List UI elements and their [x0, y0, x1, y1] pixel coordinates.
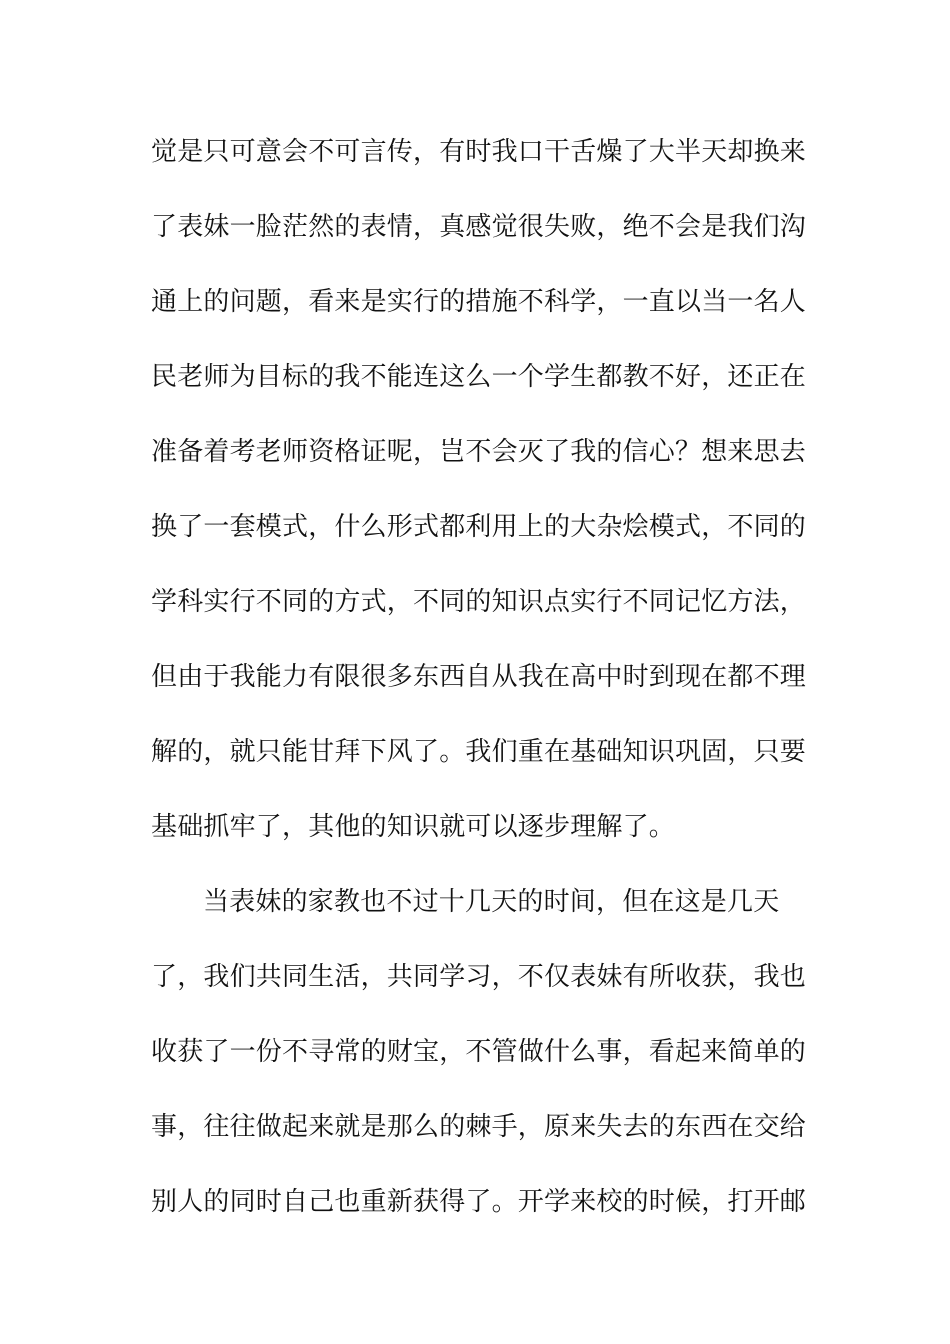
text-line: 收获了一份不寻常的财宝，不管做什么事，看起来简单的: [151, 1037, 807, 1067]
text-line: 别人的同时自己也重新获得了。开学来校的时候，打开邮: [151, 1187, 807, 1217]
text-line: 民老师为目标的我不能连这么一个学生都教不好，还正在: [151, 362, 807, 392]
text-line: 解的，就只能甘拜下风了。我们重在基础知识巩固，只要: [151, 737, 807, 767]
text-line: 准备着考老师资格证呢，岂不会灭了我的信心？想来思去: [151, 437, 807, 467]
text-line: 但由于我能力有限很多东西自从我在高中时到现在都不理: [151, 662, 807, 692]
text-line: 基础抓牢了，其他的知识就可以逐步理解了。: [151, 812, 676, 842]
paragraph-2: [151, 878, 807, 1253]
text-line: 觉是只可意会不可言传，有时我口干舌燥了大半天却换来: [151, 137, 807, 167]
text-line: 了，我们共同生活，共同学习，不仅表妹有所收获，我也: [151, 962, 807, 992]
paragraph-1: [151, 128, 807, 878]
text-line: 当表妹的家教也不过十几天的时间，但在这是几天: [203, 887, 780, 917]
text-line: 换了一套模式，什么形式都利用上的大杂烩模式，不同的: [151, 512, 807, 542]
body-text: [151, 128, 807, 1253]
text-line: 事，往往做起来就是那么的棘手，原来失去的东西在交给: [151, 1112, 807, 1142]
text-line: 学科实行不同的方式，不同的知识点实行不同记忆方法，: [151, 587, 807, 617]
text-line: 通上的问题，看来是实行的措施不科学，一直以当一名人: [151, 287, 807, 317]
text-line: 了表妹一脸茫然的表情，真感觉很失败，绝不会是我们沟: [151, 212, 807, 242]
